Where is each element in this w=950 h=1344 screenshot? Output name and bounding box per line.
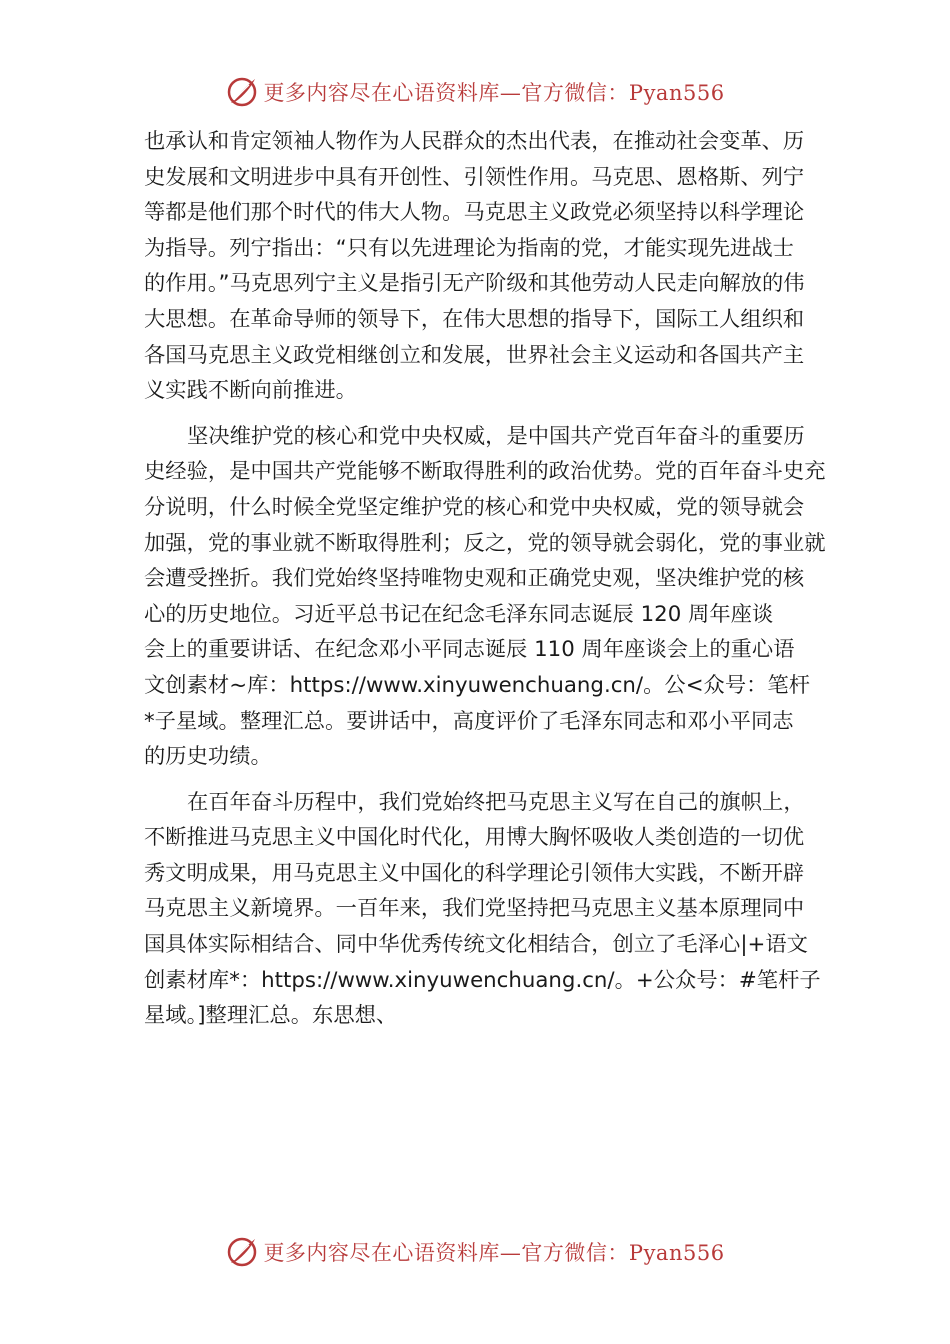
text-line: 会上的重要讲话、在纪念邓小平同志诞辰 110 周年座谈会上的重心语 bbox=[144, 637, 795, 663]
text-line: 坚决维护党的核心和党中央权威，是中国共产党百年奋斗的重要历 bbox=[187, 423, 805, 449]
text-line: 的历史功绩。 bbox=[144, 744, 272, 770]
quill-logo-icon bbox=[225, 75, 259, 109]
paragraph bbox=[144, 419, 826, 775]
header-banner bbox=[0, 72, 950, 112]
text-line: 史经验，是中国共产党能够不断取得胜利的政治优势。党的百年奋斗史充 bbox=[144, 459, 826, 485]
footer-banner bbox=[0, 1232, 950, 1272]
text-line: 分说明，什么时候全党坚定维护党的核心和党中央权威，党的领导就会 bbox=[144, 494, 805, 520]
text-line: 星域。]整理汇总。东思想、 bbox=[144, 1003, 398, 1029]
paragraph bbox=[144, 785, 821, 1034]
text-line: 创素材库*：https://www.xinyuwenchuang.cn/。+公众号：#笔杆子 bbox=[144, 967, 821, 993]
text-line: 各国马克思主义政党相继创立和发展，世界社会主义运动和各国共产主 bbox=[144, 342, 805, 368]
text-line: 文创素材~库：https://www.xinyuwenchuang.cn/。公<众号：笔杆 bbox=[144, 672, 811, 698]
text-line: 马克思主义新境界。一百年来，我们党坚持把马克思主义基本原理同中 bbox=[144, 896, 805, 922]
banner-text: 更多内容尽在心语资料库—官方微信：Pyan556 bbox=[263, 1241, 725, 1265]
text-line: 大思想。在革命导师的领导下，在伟大思想的指导下，国际工人组织和 bbox=[144, 306, 805, 332]
text-line: 史发展和文明进步中具有开创性、引领性作用。马克思、恩格斯、列宁 bbox=[144, 164, 805, 190]
text-line: *子星域。整理汇总。要讲话中，高度评价了毛泽东同志和邓小平同志 bbox=[144, 708, 794, 734]
text-line: 心的历史地位。习近平总书记在纪念毛泽东同志诞辰 120 周年座谈 bbox=[144, 601, 774, 627]
text-line: 加强，党的事业就不断取得胜利；反之，党的领导就会弱化，党的事业就 bbox=[144, 530, 826, 556]
quill-logo-icon bbox=[225, 1235, 259, 1269]
document-body bbox=[144, 124, 826, 1034]
text-line: 不断推进马克思主义中国化时代化，用博大胸怀吸收人类创造的一切优 bbox=[144, 825, 805, 851]
text-line: 为指导。列宁指出：“只有以先进理论为指南的党，才能实现先进战士 bbox=[144, 235, 794, 261]
text-line: 在百年奋斗历程中，我们党始终把马克思主义写在自己的旗帜上， bbox=[187, 789, 805, 815]
text-line: 会遭受挫折。我们党始终坚持唯物史观和正确党史观，坚决维护党的核 bbox=[144, 566, 805, 592]
paragraph bbox=[144, 124, 814, 409]
text-line: 等都是他们那个时代的伟大人物。马克思主义政党必须坚持以科学理论 bbox=[144, 200, 805, 226]
banner-text: 更多内容尽在心语资料库—官方微信：Pyan556 bbox=[263, 81, 725, 105]
text-line: 秀文明成果，用马克思主义中国化的科学理论引领伟大实践，不断开辟 bbox=[144, 860, 805, 886]
text-line: 也承认和肯定领袖人物作为人民群众的杰出代表，在推动社会变革、历 bbox=[144, 129, 805, 154]
text-line: 义实践不断向前推进。 bbox=[144, 378, 357, 404]
text-line: 的作用。”马克思列宁主义是指引无产阶级和其他劳动人民走向解放的伟 bbox=[144, 271, 805, 297]
text-line: 国具体实际相结合、同中华优秀传统文化相结合，创立了毛泽心|+语文 bbox=[144, 932, 808, 958]
